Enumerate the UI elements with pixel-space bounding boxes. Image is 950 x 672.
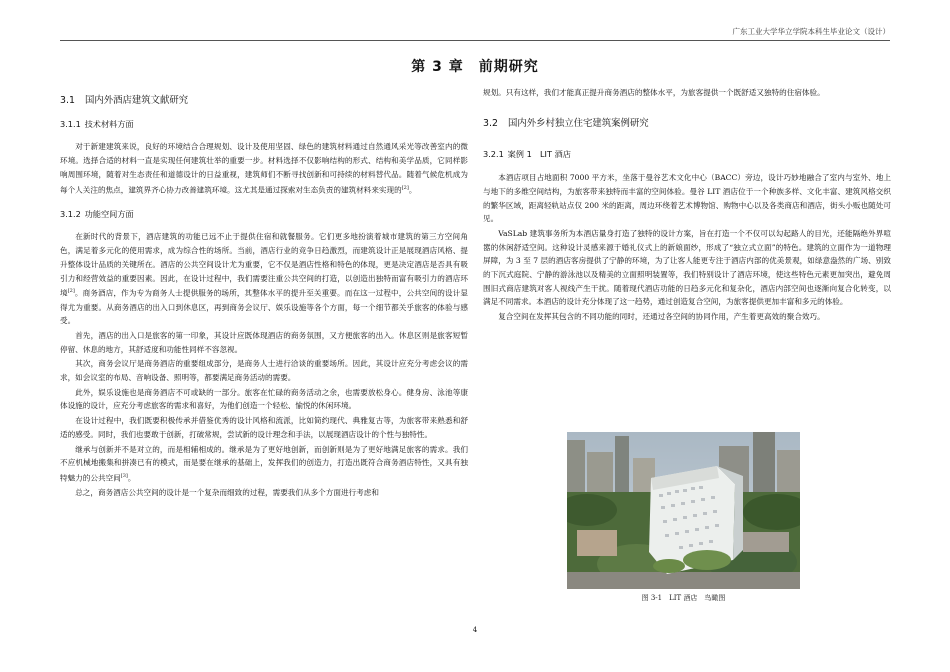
section-number: 3.2 xyxy=(483,117,498,129)
section-heading-3-1 xyxy=(60,94,468,108)
paragraph-end: 。 xyxy=(408,185,417,195)
subsection-title: 案例 1 LIT 酒店 xyxy=(507,149,571,160)
right-column xyxy=(483,86,891,325)
citation: [2] xyxy=(401,184,409,191)
header-rule xyxy=(60,40,890,41)
paragraph-text-continued: 。商务酒店，作为专为商务人士提供服务的场所，其整体水平的提升至关重要。而在这一过程中，公共空间的设计显得尤为重要。从商务酒店的出入口到休息区，再到商务会议厅、娱乐设施等各个方面，每一个细节都关乎旅客的体验与感受。 xyxy=(60,288,469,326)
paragraph: 总之，商务酒店公共空间的设计是一个复杂而细致的过程，需要我们从多个方面进行考虑和 xyxy=(75,488,379,498)
paragraph-end: 。 xyxy=(127,473,136,483)
left-column xyxy=(60,90,468,501)
running-header: 广东工业大学华立学院本科生毕业论文（设计） xyxy=(732,27,890,36)
chapter-title: 第 3 章 前期研究 xyxy=(411,59,539,75)
section-number: 3.1 xyxy=(60,95,75,106)
paragraph-text: 对于新建建筑来说，良好的环境结合合理规划、设计及使用坚固、绿色的建筑材料通过自然通风采光等改善室内的微环境。选择合适的材料一直是实现任何建筑壮举的重要一步。材料选择不仅影响结构的形式、结构和美学品质，它同样影响周围环境，随着对生态责任和道德设计的日益重视，建筑师们不断寻找创新和可持续的材料替代品。随着气候危机成为每个人关注的焦点，建筑界齐心协力改善建筑环境。这尤其是通过探索对生态负责的建筑材料来实现的 xyxy=(60,142,468,195)
subsection-heading-3-1-1 xyxy=(60,118,468,132)
paragraph xyxy=(60,230,468,327)
citation: [2] xyxy=(67,288,75,295)
paragraph xyxy=(60,443,468,486)
paragraph: 首先，酒店的出入口是旅客的第一印象，其设计应既体现酒店的商务氛围，又方便旅客的出入。休息区则是旅客短暂停留、休息的地方，其舒适度和功能性同样不容忽视。 xyxy=(60,330,468,354)
subsection-number: 3.1.1 xyxy=(60,118,81,129)
paragraph: 本酒店项目占地面积 7000 平方米，坐落于曼谷艺术文化中心（BACC）旁边，设计巧妙地融合了室内与室外、地上与地下的多维空间结构，为旅客带来独特而丰富的空间体验。曼谷 LIT 酒店位于一个种族多样、文化丰富、建筑风格交织的繁华区域，距离轻轨站点仅 200 米的距离，周边环绕着艺术博物馆、购物中心以及各类商店和酒店，街头小贩也随处可见。 xyxy=(483,173,891,224)
subsection-title: 技术材料方面 xyxy=(84,118,134,129)
paragraph: 其次，商务会议厅是商务酒店的重要组成部分，是商务人士进行洽谈的重要场所。因此，其设计应充分考虑会议的需求，如会议室的布局、音响设备、照明等，都要满足商务活动的需要。 xyxy=(60,359,468,383)
paragraph: 在设计过程中，我们既要积极传承并借鉴优秀的设计风格和流派，比如简约现代、典雅复古等，为旅客带来熟悉和舒适的感受。同时，我们也要敢于创新，打破常规，尝试新的设计理念和手法，以展现酒店设计的个性与独特性。 xyxy=(60,416,468,439)
subsection-title: 功能空间方面 xyxy=(84,208,134,219)
subsection-heading-3-1-2 xyxy=(60,208,468,222)
paragraph xyxy=(60,140,468,196)
section-heading-3-2 xyxy=(483,117,891,131)
subsection-number: 3.1.2 xyxy=(60,208,81,219)
page-number: 4 xyxy=(472,626,478,634)
paragraph: 此外，娱乐设施也是商务酒店不可或缺的一部分。旅客在忙碌的商务活动之余，也需要放松身心。健身房、泳池等康体设施的设计，应充分考虑旅客的需求和喜好，为他们创造一个轻松、愉悦的休闲环境。 xyxy=(60,387,468,411)
paragraph: 复合空间在发挥其包含的不同功能的同时，还通过各空间的协同作用，产生着更高效的聚合效巧。 xyxy=(498,312,825,322)
photo-illustration xyxy=(567,432,800,589)
section-title: 国内外乡村独立住宅建筑案例研究 xyxy=(507,117,649,129)
figure-caption: 图 3-1 LIT 酒店 鸟瞰图 xyxy=(641,594,726,602)
paragraph-continued: 规划。只有这样，我们才能真正提升商务酒店的整体水平，为旅客提供一个既舒适又独特的住宿体验。 xyxy=(483,88,825,97)
hotel-aerial-photo xyxy=(567,432,800,589)
paragraph-text: 继承与创新并不是对立的，而是相辅相成的。继承是为了更好地创新，而创新则是为了更好地满足旅客的需求。我们不应机械地搬集和拼凑已有的模式，而是要在继承的基础上，发挥我们的创造力，打造出既符合商务酒店特性，又具有独特魅力的公共空间 xyxy=(60,444,468,483)
paragraph-text: 在新时代的背景下，酒店建筑的功能已远不止于提供住宿和就餐服务。它们更多地扮演着城市建筑的第三方空间角色，满足着多元化的使用需求，成为综合性的场所。当前，酒店行业的竞争日趋激烈，而建筑设计正是展现酒店风格、提升整体设计品质的关键所在。酒店的公共空间设计尤为重要，它不仅是酒店性格和特色的体现，更是决定酒店是否具有吸引力和经营效益的重要因素。因此，在设计过程中，我们需要注重公共空间的打造，以创造出独特而富有吸引力的酒店环境 xyxy=(60,232,468,298)
paragraph: VaSLab 建筑事务所为本酒店量身打造了独特的设计方案，旨在打造一个不仅可以勾起路人的目光，还能隔绝外界喧嚣的休闲舒适空间。这种设计灵感来源于婚礼仪式上的新娘面纱，形成了“独立式立面”的特色。建筑的立面作为一道物理屏障，为 3 至 7 层的酒店客房提供了宁静的环境，为了让客人能更专注于酒店内部的优美景观，如绿意盎然的广场、别致的下沉式庭院、宁静的游泳池以及精美的立面照明装置等，我们特别设计了酒店环境，使这些特色元素更加突出，避免周围旧式商店建筑对客人视线产生干扰。随着现代酒店功能的日趋多元化和复杂化，酒店内部空间也逐渐向复合化转变，以满足不同需求。本酒店的设计充分体现了这一趋势，通过创造复合空间，为旅客提供更加丰富和多元的体验。 xyxy=(483,228,891,307)
citation: [3] xyxy=(120,472,128,479)
subsection-heading-3-2-1 xyxy=(483,148,891,162)
section-title: 国内外酒店建筑文献研究 xyxy=(84,95,189,106)
subsection-number: 3.2.1 xyxy=(483,149,504,160)
